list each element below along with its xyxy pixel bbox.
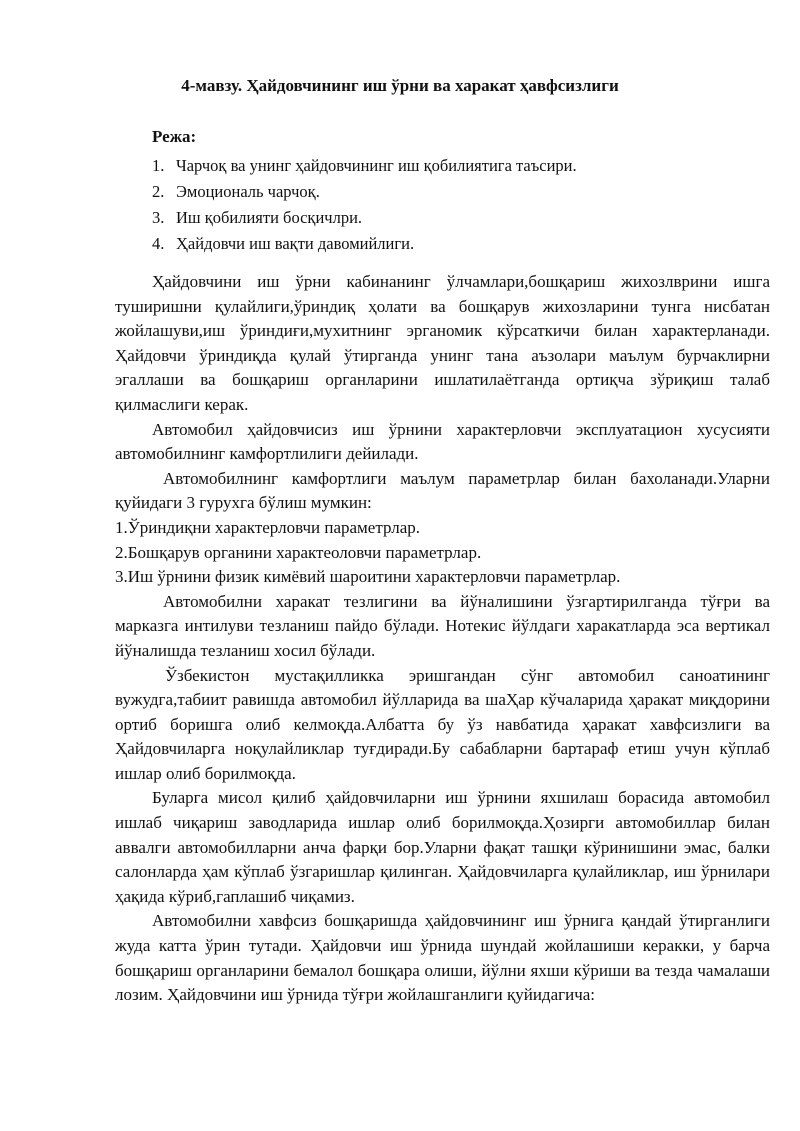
- list-line: 3.Иш ўрнини физик кимёвий шароитини характерловчи параметрлар.: [115, 567, 621, 587]
- plan-item-text: Иш қобилияти босқичлри.: [176, 208, 363, 227]
- page-title: 4-мавзу. Ҳайдовчининг иш ўрни ва харакат ҳавфсизлиги: [181, 76, 619, 95]
- plan-item-number: 4.: [152, 234, 165, 253]
- plan-item: [152, 231, 577, 257]
- plan-list: [152, 153, 577, 257]
- paragraph: Автомобилнинг камфортлиги маълум параметрлар билан бахоланади.Уларни қуйидаги 3 гурухга бўлиш мумкин:: [115, 468, 770, 513]
- list-line: 1.Ўриндиқни характерловчи параметрлар.: [115, 517, 421, 537]
- plan-item-number: 2.: [152, 182, 165, 201]
- plan-item-text: Ҳайдовчи иш вақти давомийлиги.: [176, 234, 415, 253]
- paragraph: Ўзбекистон мустақилликка эришгандан сўнг автомобил саноатининг вужудга,табиит равишда автомобил йўлларида ва шаҲар кўчаларида ҳаракат миқдорини ортиб боришга олиб келмоқда.Албатта бу ўз навбатида ҳаракат хавфсизлиги ва Ҳайдовчиларга ноқулайликлар туғдиради.Бу сабабларни бартараф етиш учун кўплаб ишлар олиб борилмоқда.: [115, 665, 770, 783]
- paragraph: Автомобилни харакат тезлигини ва йўналишини ўзгартирилганда тўғри ва марказга интилуви тезланиш пайдо бўлади. Нотекис йўлдаги харакатларда эса вертикал йўналишда тезланиш хосил бўлади.: [115, 591, 770, 660]
- paragraph: Автомобилни хавфсиз бошқаришда ҳайдовчининг иш ўрнига қандай ўтирганлиги жуда катта ўрин тутади. Ҳайдовчи иш ўрнида шундай жойлашиши керакки, у барча бошқариш органларини бемалол бошқара олиши, йўлни яхши кўриши ва тезда чамалаши лозим. Ҳайдовчини иш ўрнида тўғри жойлашганлиги қуйидагича:: [115, 911, 770, 1005]
- list-line: 2.Бошқарув органини характеоловчи параметрлар.: [115, 542, 482, 562]
- paragraph: Буларга мисол қилиб ҳайдовчиларни иш ўрнини яхшилаш борасида автомобил ишлаб чиқариш заводларида ишлар олиб борилмоқда.Ҳозирги автомобиллар билан аввалги автомобилларни анча фарқи бор.Уларни фақат ташқи кўринишини эмас, балки салонларда ҳам кўплаб ўзгаришлар қилинган. Ҳайдовчиларга қулайликлар, иш ўрнилари ҳақида кўриб,гаплашиб чиқамиз.: [115, 788, 770, 906]
- plan-item: [152, 205, 577, 231]
- paragraph: Автомобил ҳайдовчисиз иш ўрнини характерловчи эксплуатацион хусусияти автомобилнинг камфортлилиги дейилади.: [115, 419, 770, 464]
- plan-item-text: Эмоциональ чарчоқ.: [176, 182, 320, 201]
- plan-item: [152, 153, 577, 179]
- paragraph: Ҳайдовчини иш ўрни кабинанинг ўлчамлари,бошқариш жихозлврини ишга туширишни қулайлиги,ўриндиқ ҳолати ва бошқарув жихозларини тунга нисбатан жойлашуви,иш ўриндиғи,мухитнинг эрганомик кўрсаткичи билан характерланади. Ҳайдовчи ўриндиқда қулай ўтирганда унинг тана аъзолари маълум бурчаклирни эгаллаши ва бошқариш органларини ишлатилаётганда ортиқча зўриқиш талаб қилмаслиги керак.: [115, 272, 770, 414]
- plan-item-number: 1.: [152, 156, 165, 175]
- document-body: [115, 270, 770, 1008]
- plan-item-text: Чарчоқ ва унинг ҳайдовчининг иш қобилиятига таъсири.: [176, 156, 577, 175]
- plan-heading: Режа:: [152, 127, 197, 146]
- plan-item-number: 3.: [152, 208, 165, 227]
- plan-item: [152, 179, 577, 205]
